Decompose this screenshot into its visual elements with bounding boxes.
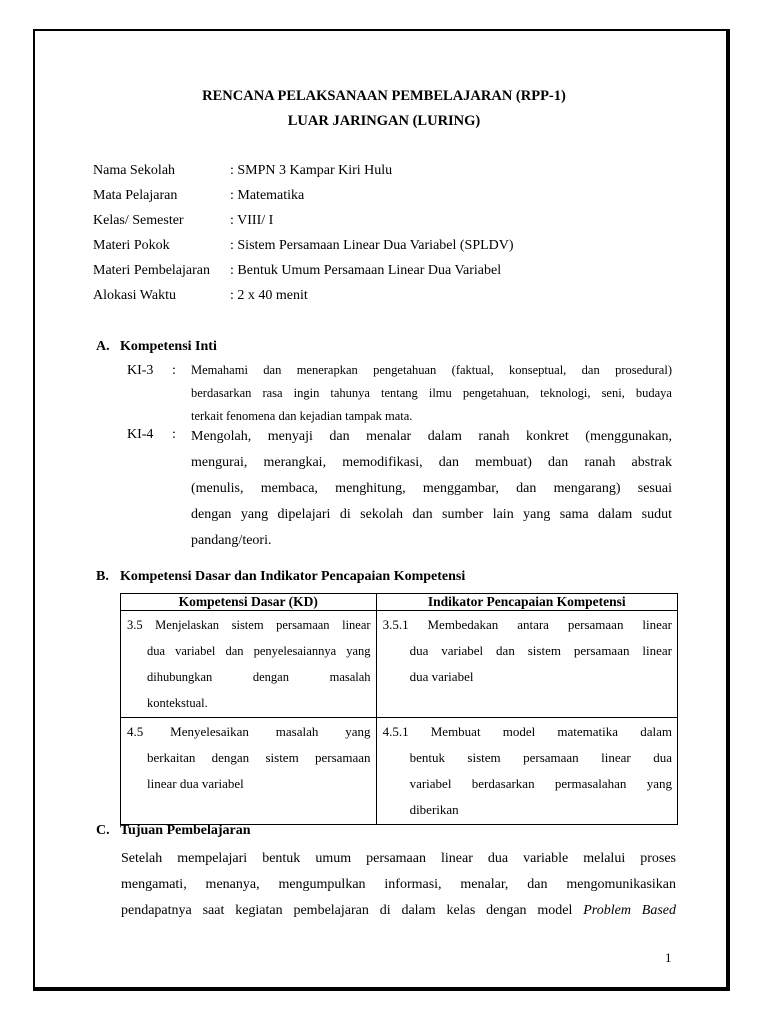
kd-line: kontekstual. bbox=[147, 696, 208, 710]
identity-label: Materi Pembelajaran bbox=[93, 263, 211, 278]
learning-objective-paragraph bbox=[121, 846, 676, 924]
identity-label: Kelas/ Semester bbox=[93, 213, 184, 228]
paragraph-line: Setelah mempelajari bentuk umum persamaan linear dua variable melalui proses bbox=[121, 851, 676, 866]
section-b-heading bbox=[96, 569, 465, 585]
identity-label: Mata Pelajaran bbox=[93, 188, 178, 203]
ipk-line: dua variabel bbox=[409, 669, 474, 684]
ipk-line: 3.5.1 Membedakan antara persamaan linear bbox=[382, 617, 672, 632]
ki3-line: berdasarkan rasa ingin tahunya tentang ilmu pengetahuan, teknologi, seni, budaya bbox=[191, 386, 672, 400]
identity-value: : Sistem Persamaan Linear Dua Variabel (SPLDV) bbox=[230, 238, 514, 253]
section-title: Kompetensi Inti bbox=[120, 339, 217, 354]
ipk-cell bbox=[376, 718, 677, 825]
table-header-row bbox=[121, 594, 678, 611]
section-title: Kompetensi Dasar dan Indikator Pencapaian Kompetensi bbox=[120, 569, 466, 584]
table-header-ipk: Indikator Pencapaian Kompetensi bbox=[376, 594, 677, 611]
identity-label: Alokasi Waktu bbox=[93, 288, 176, 303]
identity-value: : 2 x 40 menit bbox=[230, 288, 308, 303]
ki3-line: terkait fenomena dan kejadian tampak mata. bbox=[191, 409, 413, 423]
page-number: 1 bbox=[665, 950, 672, 965]
ki3-text bbox=[191, 359, 672, 428]
paragraph-text: pendapatnya saat kegiatan pembelajaran di dalam kelas dengan model bbox=[121, 903, 573, 918]
section-letter: C. bbox=[96, 823, 110, 838]
kd-line: 3.5 Menjelaskan sistem persamaan linear bbox=[127, 618, 371, 632]
section-letter: A. bbox=[96, 339, 110, 354]
ki4-line: dengan yang dipelajari di sekolah dan sumber lain yang sama dalam sudut bbox=[191, 507, 672, 522]
kd-cell bbox=[121, 718, 377, 825]
table-row bbox=[121, 718, 678, 825]
ki4-line: pandang/teori. bbox=[191, 533, 272, 548]
kd-line: 4.5 Menyelesaikan masalah yang bbox=[127, 724, 371, 739]
ipk-cell bbox=[376, 611, 677, 718]
ki4-line: Mengolah, menyaji dan menalar dalam ranah konkret (menggunakan, bbox=[191, 429, 672, 444]
section-c-heading bbox=[96, 823, 251, 839]
ipk-line: 4.5.1 Membuat model matematika dalam bbox=[382, 724, 672, 739]
identity-value: : VIII/ I bbox=[230, 213, 274, 228]
ki3-code: KI-3 bbox=[127, 363, 154, 378]
section-letter: B. bbox=[96, 569, 109, 584]
ki4-line: mengurai, merangkai, memodifikasi, dan membuat) dan ranah abstrak bbox=[191, 455, 672, 470]
document-title: RENCANA PELAKSANAAN PEMBELAJARAN (RPP-1) bbox=[202, 88, 566, 104]
ki4-line: (menulis, membaca, menghitung, menggambar, dan mengarang) sesuai bbox=[191, 481, 672, 496]
identity-value: : SMPN 3 Kampar Kiri Hulu bbox=[230, 163, 393, 178]
ki4-text bbox=[191, 424, 672, 554]
identity-label: Nama Sekolah bbox=[93, 163, 176, 178]
document-subtitle: LUAR JARINGAN (LURING) bbox=[287, 113, 481, 129]
kd-line: dihubungkan dengan masalah bbox=[147, 670, 371, 684]
ki4-colon: : bbox=[172, 427, 176, 442]
table-header-kd: Kompetensi Dasar (KD) bbox=[121, 594, 377, 611]
section-title: Tujuan Pembelajaran bbox=[120, 823, 251, 838]
kd-line: linear dua variabel bbox=[147, 776, 244, 791]
ki3-colon: : bbox=[172, 363, 176, 378]
kd-cell bbox=[121, 611, 377, 718]
section-a-heading bbox=[96, 339, 217, 355]
kd-line: dua variabel dan penyelesaiannya yang bbox=[147, 644, 371, 658]
ipk-line: variabel berdasarkan permasalahan yang bbox=[409, 776, 672, 791]
identity-value: : Bentuk Umum Persamaan Linear Dua Variabel bbox=[230, 263, 502, 278]
ipk-line: bentuk sistem persamaan linear dua bbox=[409, 750, 672, 765]
identity-value: : Matematika bbox=[230, 188, 305, 203]
ki3-line: Memahami dan menerapkan pengetahuan (faktual, konseptual, dan prosedural) bbox=[191, 363, 672, 377]
paragraph-line: mengamati, menanya, mengumpulkan informasi, menalar, dan mengomunikasikan bbox=[121, 877, 676, 892]
identity-label: Materi Pokok bbox=[93, 238, 170, 253]
paragraph-line bbox=[121, 898, 676, 924]
kd-line: berkaitan dengan sistem persamaan bbox=[147, 750, 371, 765]
ipk-line: diberikan bbox=[409, 802, 459, 817]
ipk-line: dua variabel dan sistem persamaan linear bbox=[409, 643, 672, 658]
competency-table bbox=[120, 593, 678, 825]
ki4-code: KI-4 bbox=[127, 427, 154, 442]
model-name-italic: Problem Based bbox=[583, 903, 677, 918]
table-row bbox=[121, 611, 678, 718]
